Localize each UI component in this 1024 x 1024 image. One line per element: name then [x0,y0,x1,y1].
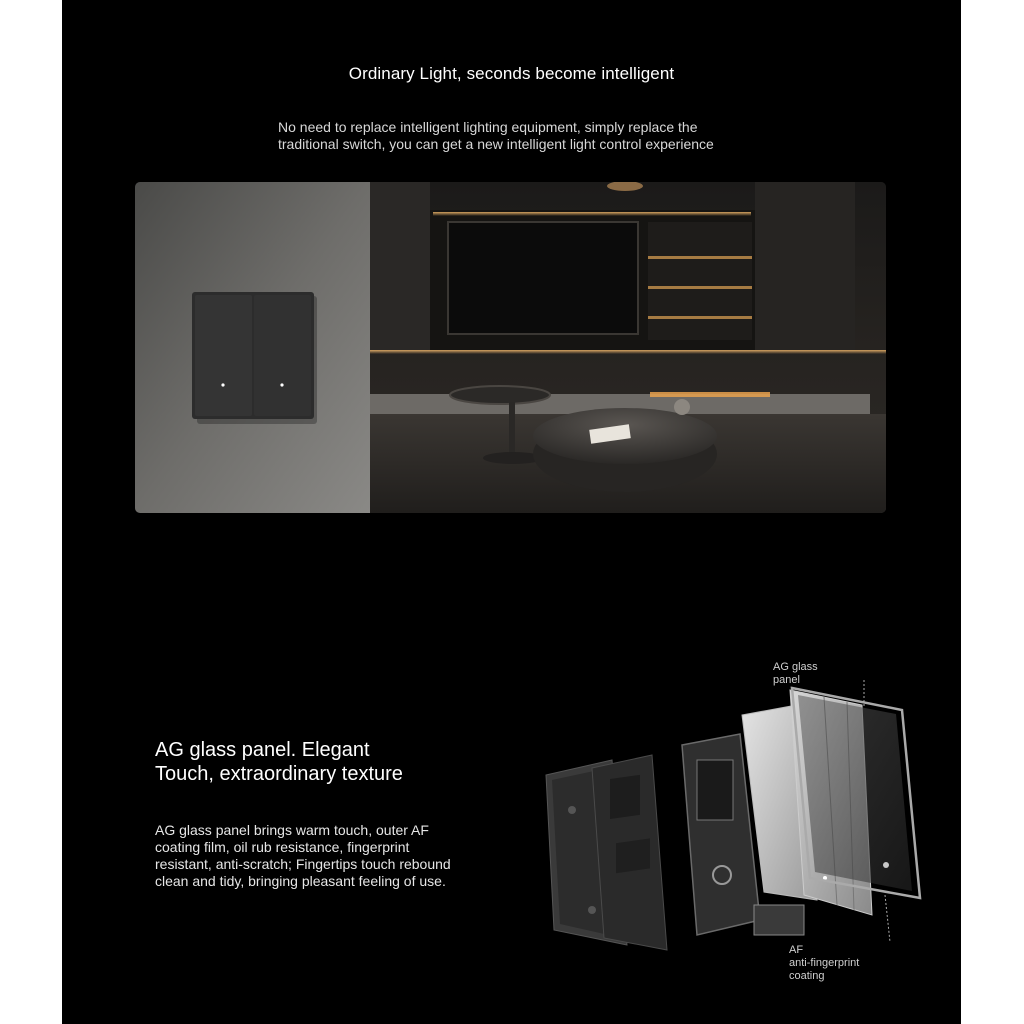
section-description: No need to replace intelligent lighting equipment, simply replace the traditional switch, you can get a new intelligent light control experience [278,119,714,152]
feature-title: AG glass panel. Elegant Touch, extraordinary texture [155,739,403,785]
exploded-switch-layers [532,650,952,990]
product-page [62,0,961,1024]
side-table [450,386,550,404]
tv-screen [448,222,638,334]
living-room-illustration [135,182,886,513]
callout-af-coating: AF anti-fingerprint coating [789,944,860,982]
fireplace-flame [650,392,770,397]
hero-image-living-room [135,182,886,513]
feature-description: AG glass panel brings warm touch, outer AF coating film, oil rub resistance, fingerprint resistant, anti-scratch; Fingertips touch rebound clean and tidy, bringing pleasant feeling of use. [155,822,451,889]
section-headline: Ordinary Light, seconds become intelligent [348,64,675,83]
callout-leader-bottom [885,895,890,942]
callout-ag-glass-panel: AG glass panel [773,661,818,686]
